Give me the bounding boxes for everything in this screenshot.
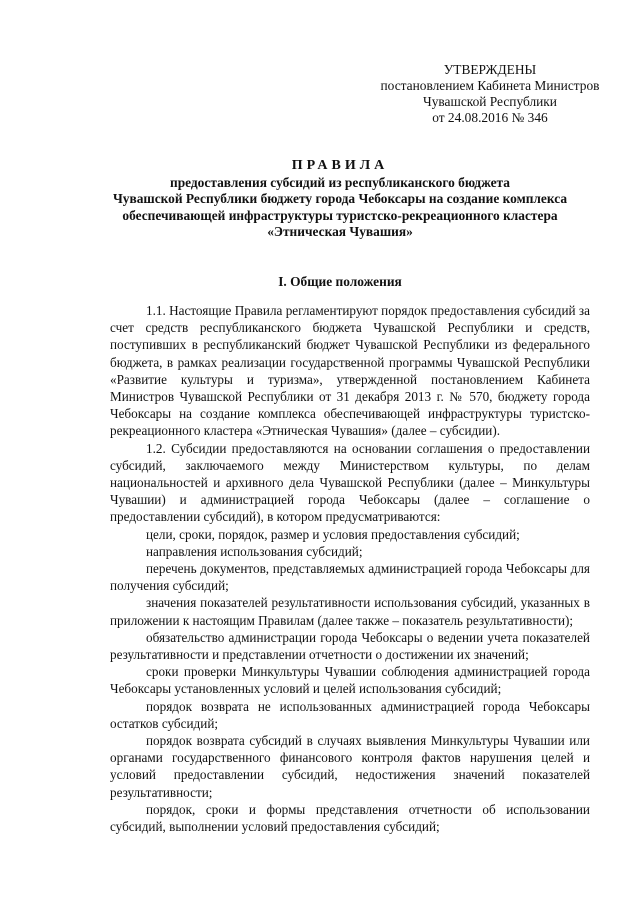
paragraph: обязательство администрации города Чебоксары о ведении учета показателей результативности и представлении отчетности о достижении их значений; bbox=[110, 629, 590, 663]
paragraph: 1.1. Настоящие Правила регламентируют порядок предоставления субсидий за счет средств республиканского бюджета Чувашской Республики и средств, поступивших в республиканский бюджет Чувашской Республики из федерального бюджета, в рамках реализации государственной программы Чувашской Республики «Развитие культуры и туризма», утвержденной постановлением Кабинета Министров Чувашской Республики от 31 декабря 2013 г. № 570, бюджету города Чебоксары на создание комплекса обеспечивающей инфраструктуры туристско-рекреационного кластера «Этническая Чувашия» (далее – субсидии). bbox=[110, 303, 590, 439]
title-line-4: «Этническая Чувашия» bbox=[267, 224, 413, 239]
paragraph: цели, сроки, порядок, размер и условия предоставления субсидий; bbox=[146, 526, 520, 542]
paragraph: направления использования субсидий; bbox=[146, 543, 363, 559]
paragraph: сроки проверки Минкультуры Чувашии соблюдения администрацией города Чебоксары установленных условий и целей использования субсидий; bbox=[110, 664, 590, 697]
title-line-2: Чувашской Республики бюджету города Чебоксары на создание комплекса bbox=[112, 191, 568, 206]
section-heading: I. Общие положения bbox=[278, 274, 402, 289]
paragraph: порядок возврата не использованных администрацией города Чебоксары остатков субсидий; bbox=[110, 698, 590, 731]
document-title bbox=[90, 158, 590, 241]
paragraph: значения показателей результативности использования субсидий, указанных в приложении к настоящим Правилам (далее также – показатель результативности); bbox=[110, 595, 590, 628]
document-body bbox=[110, 302, 590, 835]
approval-line-1: постановлением Кабинета Министров bbox=[380, 78, 600, 93]
paragraph: порядок возврата субсидий в случаях выявления Минкультуры Чувашии или органами государственного финансового контроля фактов нарушения целей и условий предоставлении субсидий, недостижения значений показателей результативности; bbox=[110, 733, 590, 800]
title-line-1: предоставления субсидий из республиканского бюджета bbox=[169, 174, 510, 190]
approval-heading: УТВЕРЖДЕНЫ bbox=[443, 62, 537, 77]
paragraph: порядок, сроки и формы представления отчетности об использовании субсидий, выполнении условий предоставления субсидий; bbox=[110, 801, 590, 835]
paragraph: 1.2. Субсидии предоставляются на основании соглашения о предоставлении субсидий, заключаемого между Министерством культуры, по делам национальностей и архивного дела Чувашской Республики (далее – Минкультуры Чувашии) и администрацией города Чебоксары (далее – соглашение о предоставлении субсидий), в котором предусматриваются: bbox=[110, 440, 590, 525]
approval-block bbox=[360, 62, 620, 126]
paragraph: перечень документов, представляемых администрацией города Чебоксары для получения субсидий; bbox=[110, 561, 590, 594]
title-caps: ПРАВИЛА bbox=[291, 158, 389, 173]
title-line-3: обеспечивающей инфраструктуры туристско-рекреационного кластера bbox=[122, 207, 558, 223]
approval-line-2: Чувашской Республики bbox=[423, 94, 557, 109]
approval-line-3: от 24.08.2016 № 346 bbox=[432, 110, 548, 125]
